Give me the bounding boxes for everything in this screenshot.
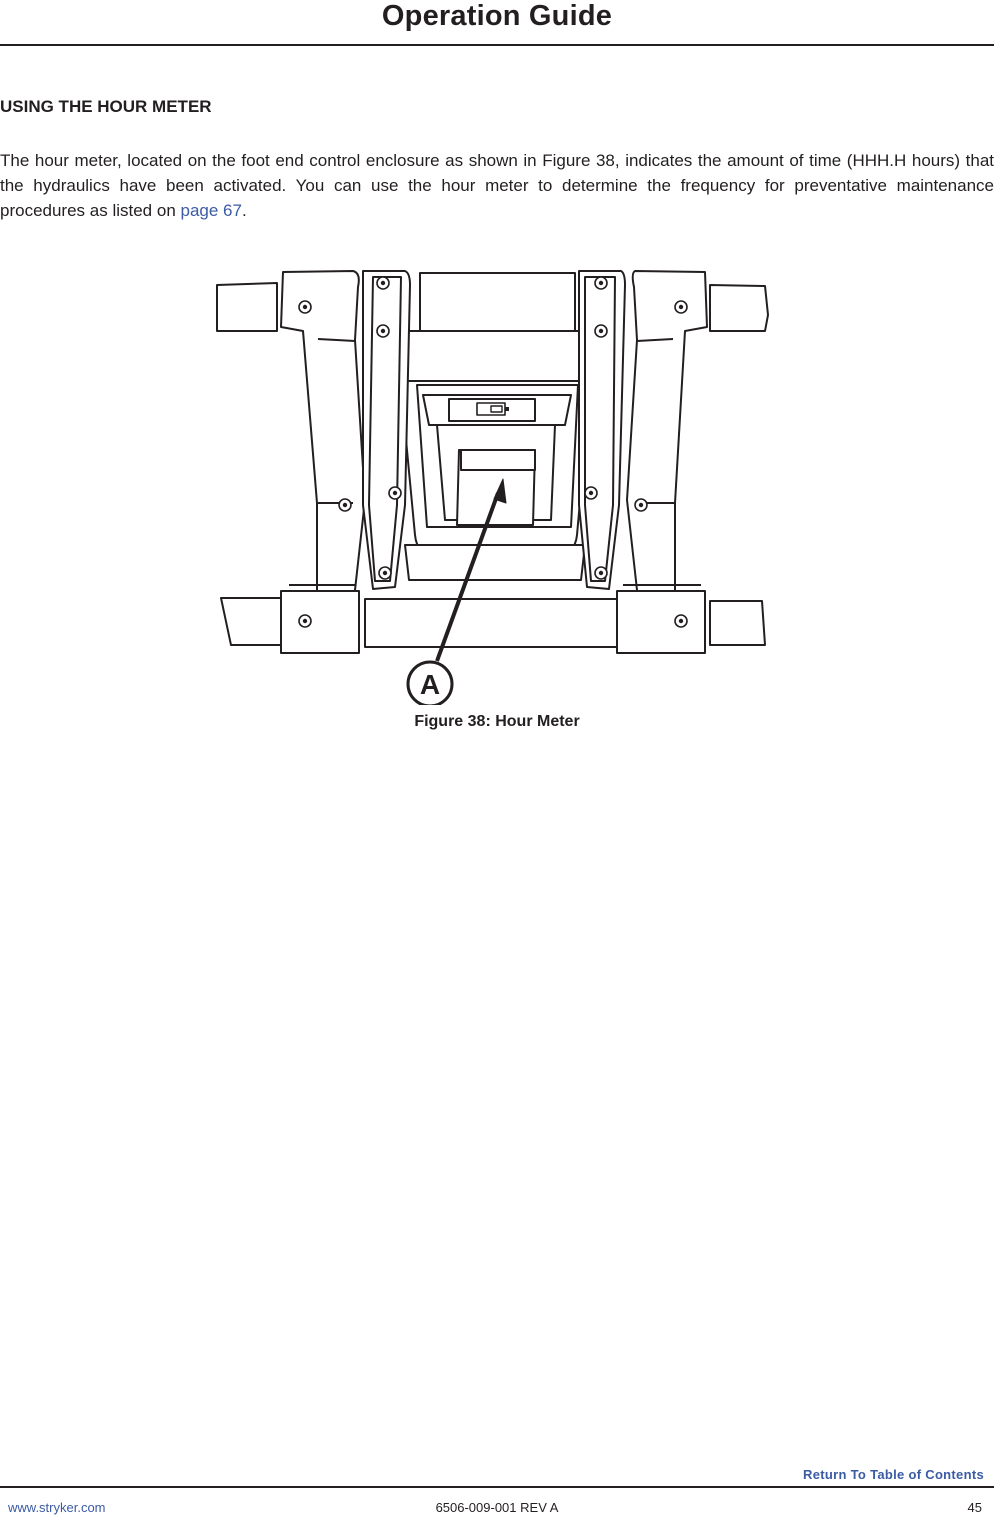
body-paragraph [0,148,994,223]
left-foot-blocks [281,585,359,653]
base-frame-illustration [205,235,785,705]
paragraph-end: . [241,201,247,220]
hour-meter-figure [205,235,785,705]
right-foot-blocks [617,585,705,653]
hour-meter-icon [477,403,509,415]
section-heading: USING THE HOUR METER [0,97,212,116]
figure-caption: Figure 38: Hour Meter [414,713,580,730]
left-outer-side-rail [281,271,365,611]
title-rule [0,44,994,46]
callout-label: A [419,669,441,700]
paragraph-text: The hour meter, located on the foot end control enclosure as shown in Figure 38, indicates the amount of time (HHH.H hours) that the hydraulics have been activated. You can use the hour meter to determine the frequency for preventative maintenance procedures as listed on [0,151,994,220]
page-title: Operation Guide [381,0,613,32]
return-to-toc-link[interactable]: Return To Table of Contents [803,1467,984,1482]
page-link[interactable]: page 67 [180,201,242,220]
footer-page-number: 45 [967,1500,982,1515]
center-control-enclosure [398,331,593,580]
footer-doc-number: 6506-009-001 REV A [435,1500,559,1515]
footer-url-link[interactable]: www.stryker.com [8,1500,106,1515]
footer-rule [0,1486,994,1488]
right-outer-side-rail [627,271,707,611]
left-inner-side-rail [363,271,410,589]
right-inner-side-rail [579,271,625,589]
